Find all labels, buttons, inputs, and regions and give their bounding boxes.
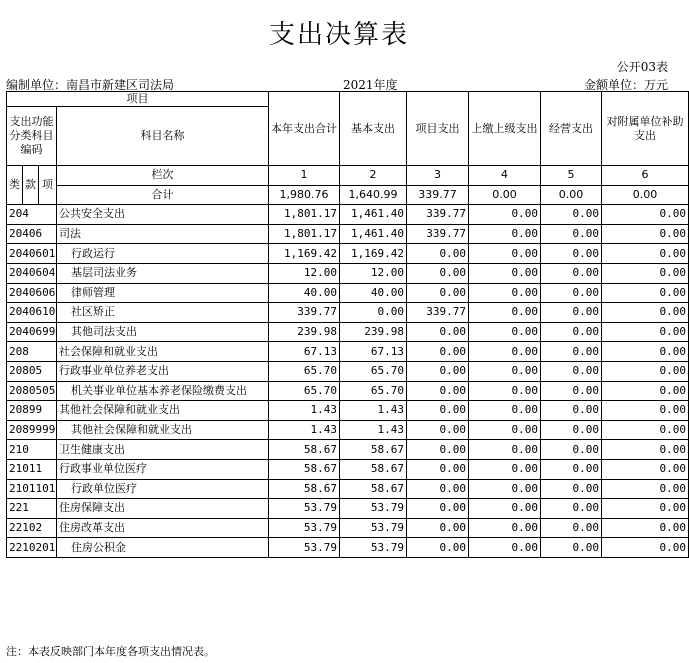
table-row [7, 303, 689, 323]
table-row [7, 263, 689, 283]
row-value: 0.00 [407, 381, 469, 401]
total-value: 0.00 [469, 185, 541, 205]
total-value: 0.00 [602, 185, 689, 205]
row-value: 53.79 [340, 518, 407, 538]
row-value: 65.70 [269, 381, 340, 401]
col-header: 基本支出 [340, 92, 407, 166]
row-value: 53.79 [269, 518, 340, 538]
row-value: 1.43 [340, 401, 407, 421]
row-subject-name: 行政单位医疗 [57, 479, 269, 499]
row-value: 0.00 [541, 263, 602, 283]
row-value: 0.00 [340, 303, 407, 323]
row-value: 53.79 [269, 499, 340, 519]
row-value: 0.00 [602, 440, 689, 460]
table-row [7, 361, 689, 381]
row-value: 0.00 [407, 283, 469, 303]
col-header: 项目支出 [407, 92, 469, 166]
row-value: 0.00 [602, 499, 689, 519]
table-row [7, 283, 689, 303]
row-value: 0.00 [602, 244, 689, 264]
row-value: 0.00 [541, 518, 602, 538]
report-year: 2021年度 [343, 78, 398, 92]
row-value: 0.00 [469, 401, 541, 421]
row-value: 0.00 [469, 440, 541, 460]
row-subject-name: 住房改革支出 [57, 518, 269, 538]
col-header: 对附属单位补助支出 [602, 92, 689, 166]
row-value: 0.00 [541, 381, 602, 401]
row-value: 0.00 [541, 479, 602, 499]
row-value: 58.67 [340, 440, 407, 460]
header-project: 项目 [7, 92, 269, 107]
row-value: 339.77 [407, 303, 469, 323]
row-subject-name: 社会保障和就业支出 [57, 342, 269, 362]
row-value: 0.00 [407, 361, 469, 381]
row-subject-name: 司法 [57, 224, 269, 244]
row-value: 0.00 [469, 303, 541, 323]
row-value: 1.43 [269, 401, 340, 421]
row-value: 0.00 [602, 205, 689, 225]
row-subject-name: 其他社会保障和就业支出 [57, 401, 269, 421]
form-number: 公开03表 [616, 60, 668, 74]
row-value: 40.00 [269, 283, 340, 303]
table-row [7, 244, 689, 264]
footnote: 注：本表反映部门本年度各项支出情况表。 [6, 645, 215, 658]
row-value: 0.00 [469, 322, 541, 342]
table-row [7, 538, 689, 558]
row-code: 22102 [7, 518, 57, 538]
row-subject-name: 卫生健康支出 [57, 440, 269, 460]
row-subject-name: 住房保障支出 [57, 499, 269, 519]
row-value: 0.00 [541, 538, 602, 558]
row-value: 0.00 [602, 459, 689, 479]
row-value: 0.00 [407, 263, 469, 283]
header-lanci: 栏次 [57, 166, 269, 186]
table-row [7, 401, 689, 421]
row-code: 210 [7, 440, 57, 460]
row-value: 0.00 [602, 381, 689, 401]
row-value: 0.00 [541, 361, 602, 381]
row-value: 53.79 [340, 538, 407, 558]
total-value: 1,980.76 [269, 185, 340, 205]
row-value: 0.00 [541, 401, 602, 421]
row-value: 0.00 [469, 518, 541, 538]
row-value: 0.00 [469, 224, 541, 244]
row-value: 0.00 [469, 361, 541, 381]
row-value: 0.00 [541, 205, 602, 225]
row-value: 239.98 [340, 322, 407, 342]
row-value: 0.00 [541, 244, 602, 264]
total-value: 1,640.99 [340, 185, 407, 205]
row-value: 0.00 [602, 479, 689, 499]
row-value: 0.00 [469, 499, 541, 519]
row-value: 0.00 [541, 283, 602, 303]
currency-unit: 金额单位：万元 [583, 78, 668, 92]
row-subject-name: 住房公积金 [57, 538, 269, 558]
row-value: 0.00 [407, 518, 469, 538]
row-value: 0.00 [469, 263, 541, 283]
row-code: 2040604 [7, 263, 57, 283]
header-func-code: 支出功能分类科目编码 [7, 107, 57, 166]
total-value: 339.77 [407, 185, 469, 205]
row-subject-name: 行政事业单位养老支出 [57, 361, 269, 381]
row-subject-name: 行政事业单位医疗 [57, 459, 269, 479]
row-value: 0.00 [469, 459, 541, 479]
row-code: 20406 [7, 224, 57, 244]
row-value: 0.00 [407, 479, 469, 499]
unit-label: 编制单位：南昌市新建区司法局 [6, 78, 175, 92]
total-label: 合计 [57, 185, 269, 205]
table-row [7, 459, 689, 479]
row-value: 0.00 [407, 322, 469, 342]
row-value: 0.00 [602, 518, 689, 538]
row-code: 2040699 [7, 322, 57, 342]
row-value: 58.67 [340, 459, 407, 479]
row-value: 0.00 [469, 283, 541, 303]
row-subject-name: 基层司法业务 [57, 263, 269, 283]
row-value: 65.70 [269, 361, 340, 381]
row-value: 339.77 [407, 224, 469, 244]
row-value: 0.00 [541, 224, 602, 244]
row-code: 21011 [7, 459, 57, 479]
row-value: 0.00 [469, 420, 541, 440]
row-value: 0.00 [541, 440, 602, 460]
table-row [7, 518, 689, 538]
row-value: 67.13 [340, 342, 407, 362]
row-value: 0.00 [602, 538, 689, 558]
table-body [7, 205, 689, 558]
row-value: 0.00 [602, 342, 689, 362]
row-value: 0.00 [407, 401, 469, 421]
header-subject-name: 科目名称 [57, 107, 269, 166]
table-row [7, 479, 689, 499]
header-lei: 类 [7, 166, 23, 205]
row-value: 0.00 [541, 322, 602, 342]
col-number: 1 [269, 166, 340, 186]
row-code: 204 [7, 205, 57, 225]
table-row [7, 440, 689, 460]
row-value: 0.00 [469, 205, 541, 225]
row-value: 1,801.17 [269, 224, 340, 244]
row-value: 0.00 [602, 361, 689, 381]
col-header: 经营支出 [541, 92, 602, 166]
row-value: 58.67 [269, 479, 340, 499]
table-row [7, 205, 689, 225]
row-value: 0.00 [541, 420, 602, 440]
row-value: 0.00 [407, 244, 469, 264]
row-value: 1,169.42 [269, 244, 340, 264]
row-value: 0.00 [602, 401, 689, 421]
table-row [7, 420, 689, 440]
col-header: 本年支出合计 [269, 92, 340, 166]
row-code: 2210201 [7, 538, 57, 558]
row-value: 0.00 [602, 224, 689, 244]
row-code: 20899 [7, 401, 57, 421]
row-value: 53.79 [340, 499, 407, 519]
row-value: 0.00 [541, 342, 602, 362]
row-code: 2101101 [7, 479, 57, 499]
col-number: 3 [407, 166, 469, 186]
row-value: 12.00 [269, 263, 340, 283]
row-subject-name: 社区矫正 [57, 303, 269, 323]
header-xiang: 项 [39, 166, 57, 205]
row-value: 0.00 [541, 303, 602, 323]
row-value: 0.00 [469, 244, 541, 264]
row-value: 1,461.40 [340, 224, 407, 244]
row-value: 0.00 [602, 303, 689, 323]
row-value: 1.43 [340, 420, 407, 440]
row-value: 40.00 [340, 283, 407, 303]
col-number: 4 [469, 166, 541, 186]
table-row [7, 322, 689, 342]
row-value: 0.00 [602, 263, 689, 283]
row-value: 0.00 [407, 538, 469, 558]
col-number: 5 [541, 166, 602, 186]
table-row [7, 224, 689, 244]
row-value: 65.70 [340, 381, 407, 401]
row-code: 221 [7, 499, 57, 519]
page-title: 支出决算表 [268, 20, 409, 50]
col-number: 2 [340, 166, 407, 186]
row-code: 2089999 [7, 420, 57, 440]
row-value: 67.13 [269, 342, 340, 362]
table-row [7, 342, 689, 362]
row-code: 20805 [7, 361, 57, 381]
row-subject-name: 机关事业单位基本养老保险缴费支出 [57, 381, 269, 401]
row-code: 208 [7, 342, 57, 362]
row-code: 2040606 [7, 283, 57, 303]
row-value: 12.00 [340, 263, 407, 283]
row-code: 2080505 [7, 381, 57, 401]
total-value: 0.00 [541, 185, 602, 205]
row-value: 0.00 [541, 499, 602, 519]
row-value: 0.00 [602, 420, 689, 440]
row-value: 0.00 [407, 342, 469, 362]
row-code: 2040610 [7, 303, 57, 323]
row-value: 0.00 [602, 283, 689, 303]
row-value: 0.00 [469, 381, 541, 401]
col-number: 6 [602, 166, 689, 186]
header-kuan: 款 [23, 166, 39, 205]
row-value: 58.67 [340, 479, 407, 499]
row-value: 0.00 [469, 479, 541, 499]
row-subject-name: 律师管理 [57, 283, 269, 303]
row-value: 0.00 [407, 499, 469, 519]
row-subject-name: 其他社会保障和就业支出 [57, 420, 269, 440]
row-value: 1,801.17 [269, 205, 340, 225]
row-value: 0.00 [407, 440, 469, 460]
row-value: 239.98 [269, 322, 340, 342]
row-value: 58.67 [269, 440, 340, 460]
row-value: 1,461.40 [340, 205, 407, 225]
row-subject-name: 公共安全支出 [57, 205, 269, 225]
row-value: 0.00 [469, 342, 541, 362]
row-value: 65.70 [340, 361, 407, 381]
row-value: 53.79 [269, 538, 340, 558]
row-value: 339.77 [269, 303, 340, 323]
row-value: 0.00 [469, 538, 541, 558]
row-value: 1.43 [269, 420, 340, 440]
row-subject-name: 其他司法支出 [57, 322, 269, 342]
row-subject-name: 行政运行 [57, 244, 269, 264]
col-header: 上缴上级支出 [469, 92, 541, 166]
expenditure-table [6, 91, 689, 558]
row-value: 58.67 [269, 459, 340, 479]
row-value: 1,169.42 [340, 244, 407, 264]
row-code: 2040601 [7, 244, 57, 264]
row-value: 339.77 [407, 205, 469, 225]
table-row [7, 381, 689, 401]
row-value: 0.00 [541, 459, 602, 479]
table-row [7, 499, 689, 519]
row-value: 0.00 [407, 459, 469, 479]
row-value: 0.00 [602, 322, 689, 342]
row-value: 0.00 [407, 420, 469, 440]
